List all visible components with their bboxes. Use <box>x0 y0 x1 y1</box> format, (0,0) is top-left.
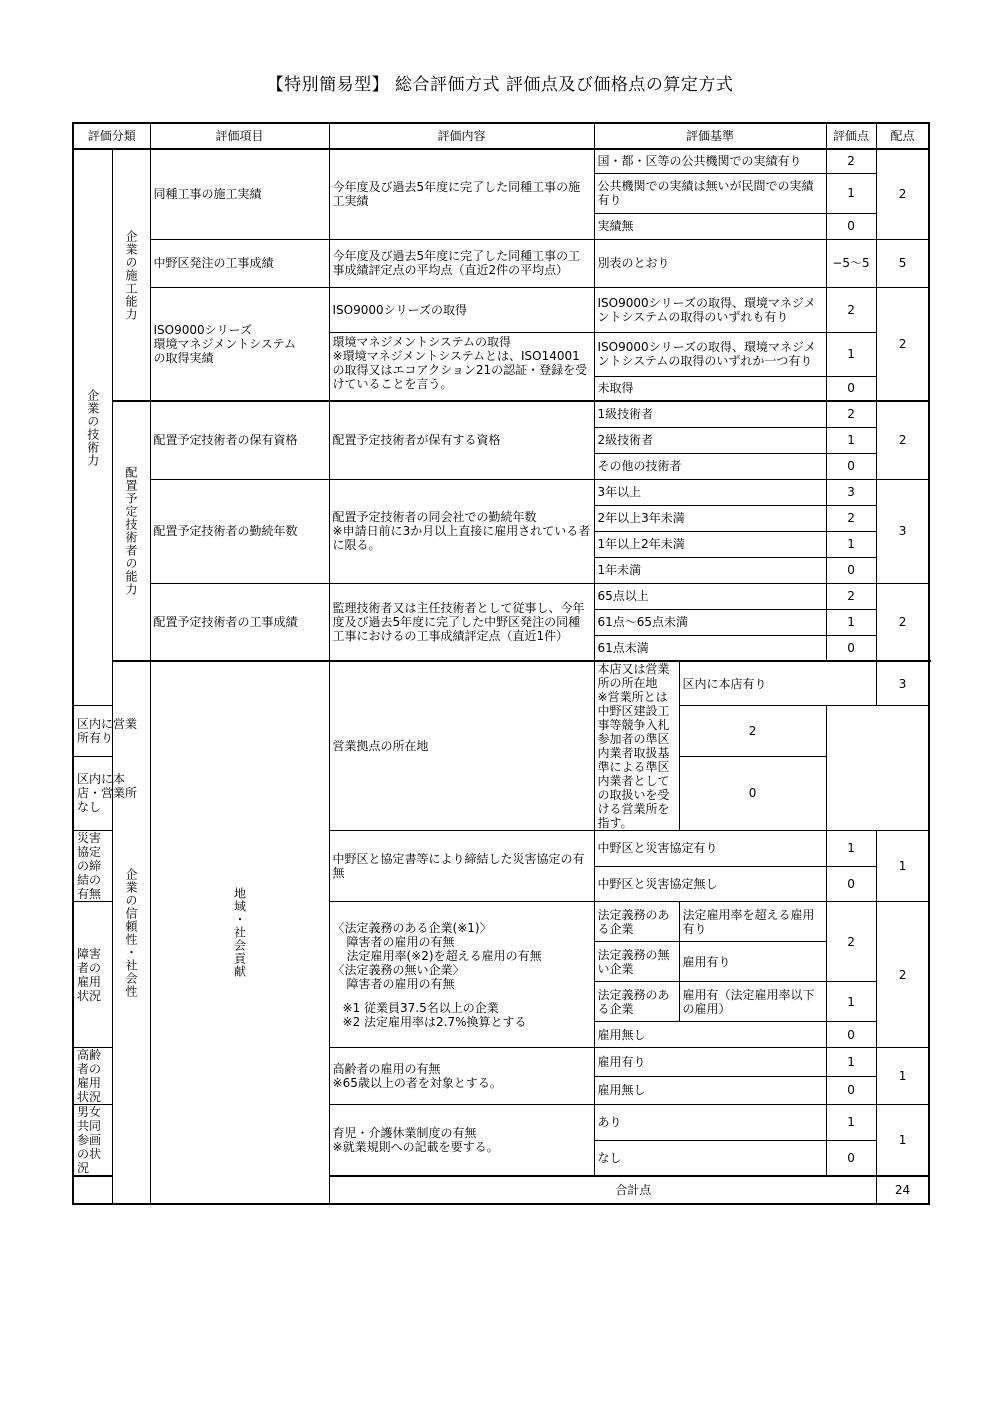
criteria-right: 雇用有り <box>679 942 826 982</box>
evaluation-table <box>72 122 930 1205</box>
score-cell: 2 <box>826 401 876 427</box>
criteria-cell: 中野区と災害協定有り <box>594 831 826 867</box>
criteria-cell: 2年以上3年未満 <box>594 505 826 531</box>
item-cell: 配置予定技術者の保有資格 <box>150 401 329 479</box>
score-cell: 2 <box>826 902 876 982</box>
allot-cell: 2 <box>876 149 929 239</box>
item-cell: ISO9000シリーズ 環境マネジメントシステム の取得実績 <box>150 287 329 401</box>
header-row <box>73 123 929 149</box>
total-label: 合計点 <box>73 1176 876 1204</box>
criteria-cell: 61点未満 <box>594 635 826 661</box>
allot-cell: 3 <box>876 479 929 583</box>
criteria-cell: 区内に本店有り <box>679 661 876 706</box>
score-cell: 0 <box>826 376 876 401</box>
table-row <box>73 401 929 427</box>
criteria-cell: ISO9000シリーズの取得、環境マネジメントシステムの取得のいずれか一つ有り <box>594 332 826 376</box>
content-cell: 配置予定技術者が保有する資格 <box>329 401 594 479</box>
item-cell: 配置予定技術者の工事成績 <box>150 583 329 661</box>
table-row <box>73 661 929 706</box>
section-trust: 企業の信頼性・社会性 <box>112 661 150 1204</box>
criteria-cell: 1年未満 <box>594 557 826 583</box>
subsection-contribution: 地域・社会貢献 <box>150 661 329 1204</box>
criteria-cell: 雇用無し <box>594 1022 826 1048</box>
total-value: 24 <box>876 1176 929 1204</box>
score-cell: 0 <box>826 635 876 661</box>
content-cell: 高齢者の雇用の有無 ※65歳以上の者を対象とする。 <box>329 1048 594 1105</box>
score-cell: 1 <box>826 531 876 557</box>
score-cell: 0 <box>826 213 876 239</box>
allot-cell: 1 <box>876 1048 929 1105</box>
content-line: 〈法定義務の無い企業〉 <box>332 962 465 977</box>
score-cell: −5〜5 <box>826 239 876 287</box>
score-cell: 1 <box>826 1105 876 1141</box>
criteria-left: 法定義務のある企業 <box>594 902 679 942</box>
score-cell: 1 <box>826 831 876 867</box>
item-cell: 障害者の雇用状況 <box>73 902 112 1048</box>
criteria-right: 雇用有（法定雇用率以下の雇用） <box>679 982 826 1022</box>
score-cell: 0 <box>826 453 876 479</box>
criteria-cell: 1級技術者 <box>594 401 826 427</box>
table-row <box>73 583 929 609</box>
criteria-cell: 区内に本店・営業所なし <box>73 756 150 830</box>
content-note: ※2 法定雇用率は2.7%換算とする <box>342 1014 527 1029</box>
score-cell: 0 <box>826 1076 876 1105</box>
content-cell: 今年度及び過去5年度に完了した同種工事の施工実績 <box>329 149 594 239</box>
subsection-engineer: 配置予定技術者の能力 <box>112 401 150 661</box>
score-cell: 0 <box>826 1022 876 1048</box>
header-item: 評価項目 <box>150 123 329 149</box>
allot-cell: 2 <box>876 902 929 1048</box>
score-cell: 1 <box>826 982 876 1022</box>
content-cell: 環境マネジメントシステムの取得 ※環境マネジメントシステムとは、ISO14001の取得又はエコアクション21の認証・登録を受けていることを言う。 <box>329 332 594 401</box>
content-cell <box>329 902 594 1048</box>
content-cell: 育児・介護休業制度の有無 ※就業規則への記載を要する。 <box>329 1105 594 1177</box>
score-cell: 1 <box>826 1048 876 1077</box>
header-allot: 配点 <box>876 123 929 149</box>
score-cell: 2 <box>826 149 876 173</box>
criteria-cell: ISO9000シリーズの取得、環境マネジメントシステムの取得のいずれも有り <box>594 287 826 332</box>
criteria-cell: 別表のとおり <box>594 239 826 287</box>
item-cell: 中野区発注の工事成績 <box>150 239 329 287</box>
allot-cell: 1 <box>876 1105 929 1177</box>
criteria-cell: 3年以上 <box>594 479 826 505</box>
score-cell: 2 <box>826 287 876 332</box>
score-cell: 3 <box>826 479 876 505</box>
criteria-left: 法定義務の無い企業 <box>594 942 679 982</box>
score-cell: 2 <box>679 706 826 756</box>
criteria-left: 法定義務のある企業 <box>594 982 679 1022</box>
criteria-cell: 区内に営業所有り <box>73 706 150 756</box>
criteria-cell: 65点以上 <box>594 583 826 609</box>
item-cell: 営業拠点の所在地 <box>329 661 594 831</box>
criteria-cell: あり <box>594 1105 826 1141</box>
content-line: 障害者の雇用の有無 <box>346 976 455 991</box>
content-note: ※1 従業員37.5名以上の企業 <box>342 1000 499 1015</box>
score-cell: 1 <box>826 173 876 213</box>
header-category: 評価分類 <box>73 123 150 149</box>
criteria-cell: 雇用有り <box>594 1048 826 1077</box>
header-criteria: 評価基準 <box>594 123 826 149</box>
header-content: 評価内容 <box>329 123 594 149</box>
table-row <box>73 239 929 287</box>
score-cell: 0 <box>826 866 876 902</box>
score-cell: 0 <box>679 756 826 830</box>
criteria-cell: 未取得 <box>594 376 826 401</box>
criteria-cell: 1年以上2年未満 <box>594 531 826 557</box>
allot-cell: 2 <box>876 401 929 479</box>
subsection-construction: 企業の施工能力 <box>112 149 150 401</box>
content-cell: 監理技術者又は主任技術者として従事し、今年度及び過去5年度に完了した中野区発注の同種工事におけるの工事成績評定点（直近1件） <box>329 583 594 661</box>
item-cell: 男女共同参画の状況 <box>73 1105 112 1177</box>
score-cell: 1 <box>826 609 876 635</box>
content-cell: 本店又は営業所の所在地 ※営業所とは中野区建設工事等競争入札参加者の準区内業者取扱基準による準区内業者としての取扱いを受ける営業所を指す。 <box>594 661 679 831</box>
page-title: 【特別簡易型】 総合評価方式 評価点及び価格点の算定方式 <box>266 75 734 95</box>
allot-cell: 2 <box>876 287 929 401</box>
criteria-cell: 公共機関での実績は無いが民間での実績有り <box>594 173 826 213</box>
criteria-cell: なし <box>594 1140 826 1176</box>
score-cell: 2 <box>826 583 876 609</box>
criteria-cell: 61点〜65点未満 <box>594 609 826 635</box>
criteria-right: 法定雇用率を超える雇用有り <box>679 902 826 942</box>
total-row <box>73 1176 929 1204</box>
score-cell: 1 <box>826 332 876 376</box>
item-cell: 配置予定技術者の勤続年数 <box>150 479 329 583</box>
item-cell: 同種工事の施工実績 <box>150 149 329 239</box>
header-score: 評価点 <box>826 123 876 149</box>
item-cell: 災害協定の締結の有無 <box>73 831 112 902</box>
content-line: 法定雇用率(※2)を超える雇用の有無 <box>346 948 542 963</box>
criteria-cell: 中野区と災害協定無し <box>594 866 826 902</box>
content-line: 障害者の雇用の有無 <box>346 934 455 949</box>
allot-cell: 5 <box>876 239 929 287</box>
criteria-cell: その他の技術者 <box>594 453 826 479</box>
score-cell: 3 <box>876 661 929 706</box>
item-cell: 高齢者の雇用状況 <box>73 1048 112 1105</box>
content-cell: 今年度及び過去5年度に完了した同種工事の工事成績評定点の平均点（直近2件の平均点） <box>329 239 594 287</box>
criteria-cell: 雇用無し <box>594 1076 826 1105</box>
score-cell: 1 <box>826 427 876 453</box>
content-line: 〈法定義務のある企業(※1)〉 <box>332 920 492 935</box>
score-cell: 0 <box>826 1140 876 1176</box>
content-cell: ISO9000シリーズの取得 <box>329 287 594 332</box>
criteria-cell: 実績無 <box>594 213 826 239</box>
criteria-cell: 国・都・区等の公共機関での実績有り <box>594 149 826 173</box>
table-row <box>73 479 929 505</box>
allot-cell: 2 <box>876 583 929 661</box>
criteria-cell: 2級技術者 <box>594 427 826 453</box>
content-cell: 配置予定技術者の同会社での勤続年数 ※申請日前に3か月以上直接に雇用されている者に限る。 <box>329 479 594 583</box>
table-row <box>73 149 929 173</box>
table-row <box>73 287 929 331</box>
content-cell: 中野区と協定書等により締結した災害協定の有無 <box>329 831 594 902</box>
score-cell: 0 <box>826 557 876 583</box>
allot-cell: 1 <box>876 831 929 902</box>
score-cell: 2 <box>826 505 876 531</box>
section-tech: 企業の技術力 <box>73 149 112 706</box>
